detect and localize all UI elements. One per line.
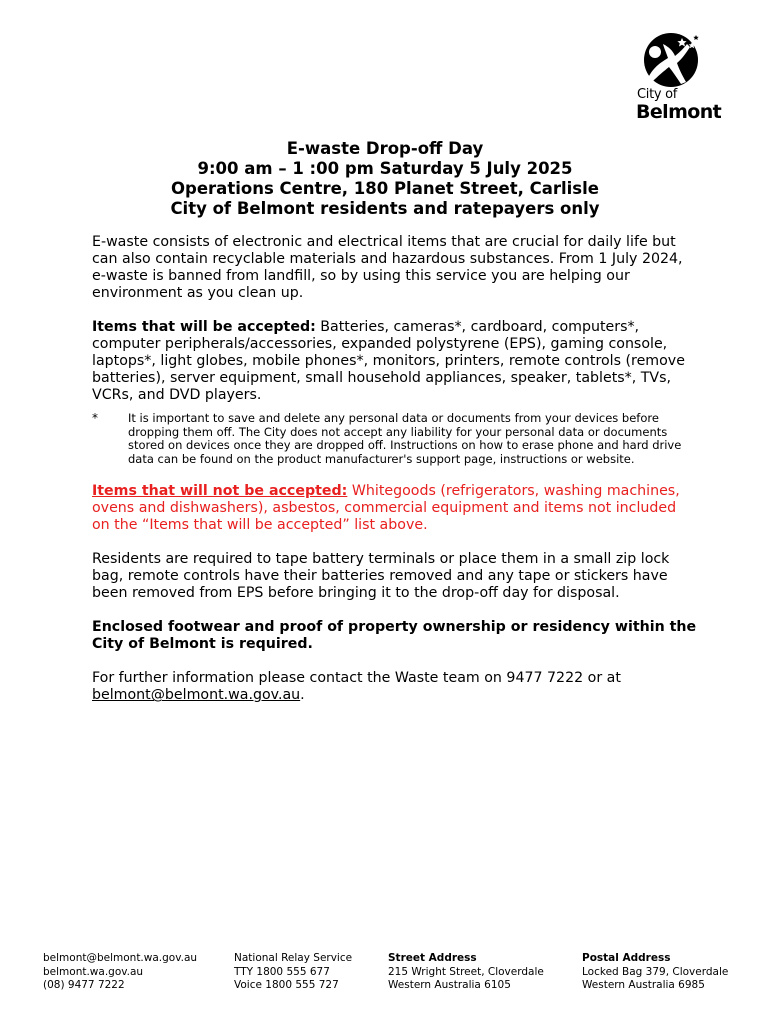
event-heading	[60, 139, 710, 219]
footer-street-address-heading: Street Address	[388, 952, 477, 964]
event-title: E-waste Drop-off Day	[286, 139, 484, 158]
footer-postal-address-column	[582, 952, 728, 993]
footer-postal-address-heading: Postal Address	[582, 952, 671, 964]
footnote-marker: *	[92, 411, 98, 425]
logo-text-belmont: Belmont	[636, 101, 722, 123]
contact-text: For further information please contact the Waste team on 9477 7222 or at	[92, 670, 621, 687]
footnote-text: It is important to save and delete any personal data or documents from your devices before dropping them off. The City does not accept any liability for your personal data or documents stored on devices once they are dropped off. Instructions on how to erase phone and hard drive data can be found on the product manufacturer's support page, instructions or website.	[128, 411, 682, 466]
event-eligibility: City of Belmont residents and ratepayers only	[170, 199, 600, 218]
contact-paragraph	[92, 670, 697, 704]
not-accepted-items-paragraph	[92, 483, 697, 534]
not-accepted-items-label: Items that will not be accepted:	[92, 483, 348, 500]
footer-email[interactable]: belmont@belmont.wa.gov.au	[43, 952, 198, 964]
not-accepted-items-list: Whitegoods (refrigerators, washing machines, ovens and dishwashers), asbestos, commercial equipment and items not included on the “Items that will be accepted” list above.	[92, 483, 680, 534]
data-privacy-footnote	[92, 412, 697, 466]
footer-street-address-column	[388, 952, 544, 993]
footer-postal-address-line: Western Australia 6985	[582, 979, 705, 991]
footer-relay-voice: Voice 1800 555 727	[234, 979, 339, 991]
requirement-paragraph: Enclosed footwear and proof of property ownership or residency within the City of Belmont is required.	[92, 619, 697, 653]
contact-email-link[interactable]: belmont@belmont.wa.gov.au	[92, 687, 301, 704]
belmont-logo-icon	[636, 32, 706, 88]
footer-website[interactable]: belmont.wa.gov.au	[43, 965, 144, 978]
intro-paragraph: E-waste consists of electronic and electrical items that are crucial for daily life but can also contain recyclable materials and hazardous substances. From 1 July 2024, e-waste is banned from landfill, so by using this service you are helping our environment as you clean up.	[92, 234, 683, 301]
footer-relay-title: National Relay Service	[234, 952, 353, 964]
footer-relay-tty: TTY 1800 555 677	[234, 965, 330, 978]
residents-preparation-paragraph: Residents are required to tape battery terminals or place them in a small zip lock bag, remote controls have their batteries removed and any tape or stickers have been removed from EPS before bringing it to the drop-off day for disposal.	[92, 551, 670, 602]
accepted-items-label: Items that will be accepted:	[92, 319, 316, 335]
footer-postal-address-line: Locked Bag 379, Cloverdale	[582, 965, 729, 978]
logo-text-city-of: City of	[637, 87, 678, 102]
footer-street-address-line: Western Australia 6105	[388, 979, 511, 991]
document-body	[92, 234, 697, 704]
footer-street-address-line: 215 Wright Street, Cloverdale	[388, 965, 544, 978]
accepted-items-paragraph	[92, 319, 697, 404]
footer-contact-column	[43, 952, 197, 993]
event-location: Operations Centre, 180 Planet Street, Carlisle	[171, 179, 599, 198]
event-time-date: 9:00 am – 1 :00 pm Saturday 5 July 2025	[197, 159, 573, 178]
contact-end: .	[300, 687, 305, 704]
footer-relay-column	[234, 952, 352, 993]
city-of-belmont-logo	[634, 32, 730, 124]
footer-phone: (08) 9477 7222	[43, 979, 125, 991]
accepted-items-list: Batteries, cameras*, cardboard, computers*, computer peripherals/accessories, expanded polystyrene (EPS), gaming console, laptops*, light globes, mobile phones*, monitors, printers, remote controls (remove batteries), server equipment, small household appliances, speaker, tablets*, TVs, VCRs, and DVD players.	[92, 319, 685, 403]
